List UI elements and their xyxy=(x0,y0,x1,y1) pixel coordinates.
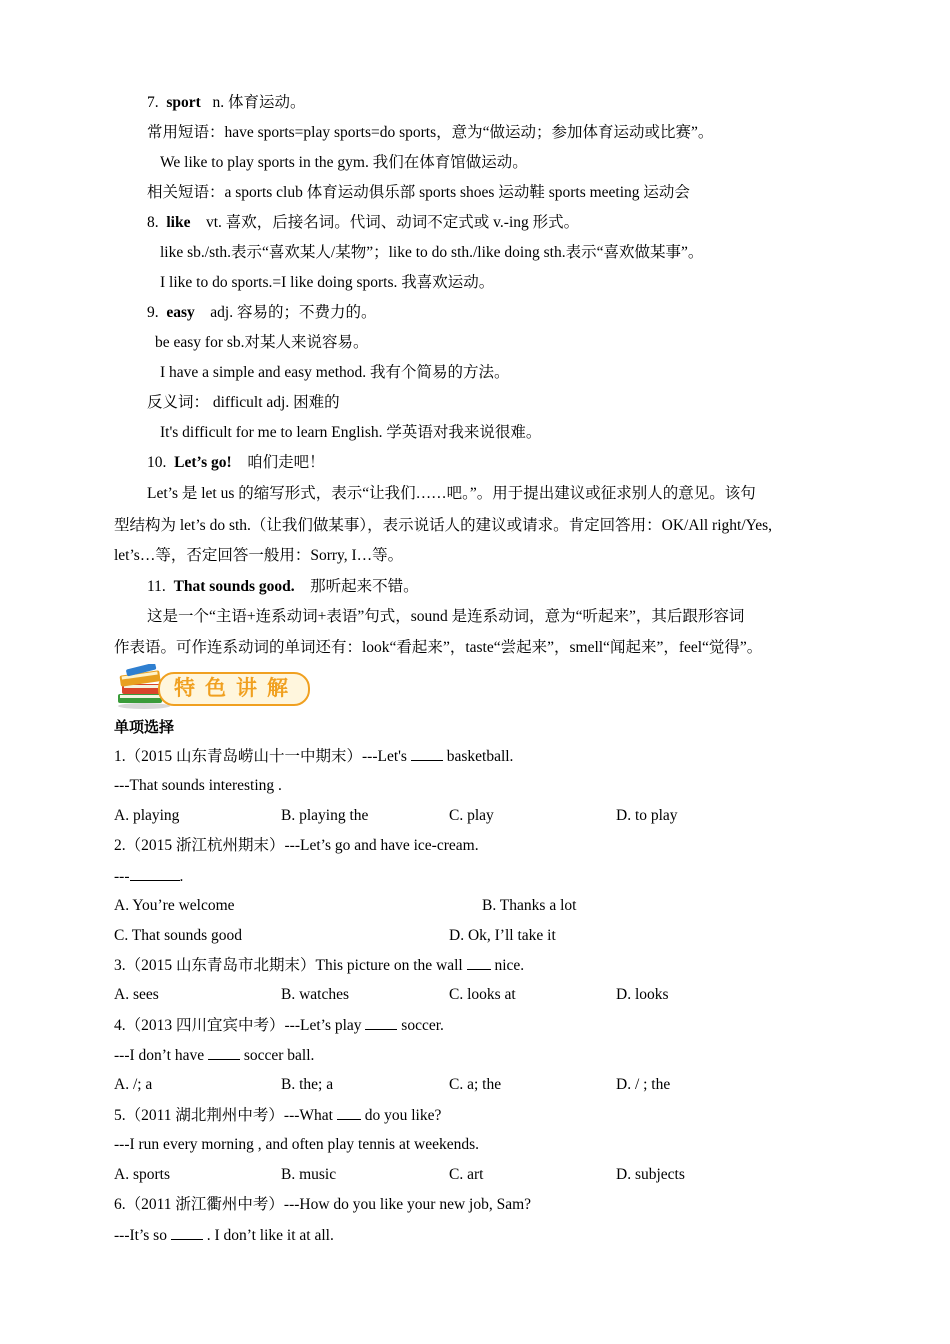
example-line: It's difficult for me to learn English. 学英语对我来说很难。 xyxy=(160,424,542,441)
question-stem: 1.（2015 山东青岛崂山十一中期末）---Let's xyxy=(114,748,407,765)
answer-blank xyxy=(130,866,180,881)
question-suffix: soccer ball. xyxy=(243,1047,315,1064)
answer-blank xyxy=(208,1045,240,1060)
option-c[interactable]: C. art xyxy=(449,1166,484,1183)
vocab-definition: n. 体育运动。 xyxy=(212,94,306,111)
answer-blank xyxy=(411,746,443,761)
question-stem: 5.（2011 湖北荆州中考）---What xyxy=(114,1107,333,1124)
question-line: ---I run every morning , and often play tennis at weekends. xyxy=(114,1136,479,1153)
vocab-item-8 xyxy=(147,213,579,233)
option-c[interactable]: C. a; the xyxy=(449,1076,502,1093)
item-number: 11. xyxy=(147,578,166,595)
question-stem-end: soccer. xyxy=(401,1017,444,1034)
option-b[interactable]: B. playing the xyxy=(281,807,369,824)
option-d[interactable]: D. / ; the xyxy=(616,1076,671,1093)
item-number: 10. xyxy=(147,454,167,471)
paragraph-line: 这是一个“主语+连系动词+表语”句式，sound 是连系动词，意为“听起来”，其后跟形容词 xyxy=(147,608,745,625)
option-c[interactable]: C. That sounds good xyxy=(114,927,243,944)
option-a[interactable]: A. playing xyxy=(114,807,180,824)
vocab-definition: 那听起来不错。 xyxy=(310,578,419,595)
vocab-definition: vt. 喜欢，后接名词。代词、动词不定式或 v.-ing 形式。 xyxy=(206,214,580,231)
vocab-definition: adj. 容易的；不费力的。 xyxy=(210,304,377,321)
question-stem: 3.（2015 山东青岛市北期末）This picture on the wall xyxy=(114,957,463,974)
question-line xyxy=(114,1225,334,1246)
option-b[interactable]: B. watches xyxy=(281,986,350,1003)
option-b[interactable]: B. music xyxy=(281,1166,337,1183)
vocab-word: That sounds good. xyxy=(173,578,295,595)
option-a[interactable]: A. sees xyxy=(114,986,159,1003)
question-2: 2.（2015 浙江杭州期末）---Let’s go and have ice-cream. xyxy=(114,837,479,854)
example-line: I like to do sports.=I like doing sports. 我喜欢运动。 xyxy=(160,274,495,291)
item-number: 7. xyxy=(147,94,159,111)
option-d[interactable]: D. looks xyxy=(616,986,669,1003)
option-a[interactable]: A. /; a xyxy=(114,1076,153,1093)
option-b[interactable]: B. Thanks a lot xyxy=(482,897,577,914)
option-d[interactable]: D. subjects xyxy=(616,1166,685,1183)
question-prefix: --- xyxy=(114,868,130,885)
vocab-item-10 xyxy=(147,453,325,473)
question-stem: 4.（2013 四川宜宾中考）---Let’s play xyxy=(114,1017,362,1034)
question-line: ---That sounds interesting . xyxy=(114,777,282,794)
question-1 xyxy=(114,746,513,767)
answer-blank xyxy=(337,1105,361,1120)
question-line xyxy=(114,866,183,887)
related-phrase-line: 相关短语：a sports club 体育运动俱乐部 sports shoes 运动鞋 sports meeting 运动会 xyxy=(147,184,690,201)
example-line: We like to play sports in the gym. 我们在体育馆做运动。 xyxy=(160,154,528,171)
vocab-item-9 xyxy=(147,303,376,323)
question-stem-end: nice. xyxy=(494,957,525,974)
question-line xyxy=(114,1045,314,1066)
option-c[interactable]: C. play xyxy=(449,807,494,824)
question-suffix: . xyxy=(179,868,184,885)
option-b[interactable]: B. the; a xyxy=(281,1076,334,1093)
paragraph-line: 作表语。可作连系动词的单词还有：look“看起来”，taste“尝起来”，smell“闻起来”，feel“觉得”。 xyxy=(114,639,763,656)
question-suffix: . I don’t like it at all. xyxy=(206,1227,334,1244)
question-stem-end: basketball. xyxy=(446,748,514,765)
vocab-definition: 咱们走吧！ xyxy=(247,454,325,471)
vocab-word: Let’s go! xyxy=(174,454,232,471)
banner-title: 特色讲解 xyxy=(174,676,298,700)
vocab-word: sport xyxy=(166,94,201,111)
answer-blank xyxy=(365,1015,397,1030)
paragraph-line: Let’s 是 let us 的缩写形式，表示“让我们……吧。”。用于提出建议或征求别人的意见。该句 xyxy=(147,485,756,502)
question-6: 6.（2011 浙江衢州中考）---How do you like your new job, Sam? xyxy=(114,1196,532,1213)
antonym-line: 反义词： difficult adj. 困难的 xyxy=(147,394,340,411)
usage-line: be easy for sb.对某人来说容易。 xyxy=(155,334,369,351)
item-number: 9. xyxy=(147,304,159,321)
feature-banner xyxy=(114,664,314,710)
option-d[interactable]: D. Ok, I’ll take it xyxy=(449,927,556,944)
item-number: 8. xyxy=(147,214,159,231)
vocab-item-11 xyxy=(147,577,419,597)
paragraph-line: 型结构为 let’s do sth.（让我们做某事），表示说话人的建议或请求。肯定回答用：OK/All right/Yes, xyxy=(114,517,773,534)
question-prefix: ---It’s so xyxy=(114,1227,167,1244)
question-stem-end: do you like? xyxy=(364,1107,442,1124)
usage-line: like sb./sth.表示“喜欢某人/某物”；like to do sth./like doing sth.表示“喜欢做某事”。 xyxy=(160,244,704,261)
vocab-word: easy xyxy=(166,304,195,321)
example-line: I have a simple and easy method. 我有个简易的方法。 xyxy=(160,364,510,381)
paragraph-line: let’s…等，否定回答一般用：Sorry, I…等。 xyxy=(114,547,404,564)
vocab-word: like xyxy=(166,214,191,231)
vocab-item-7 xyxy=(147,93,305,113)
question-4 xyxy=(114,1015,444,1036)
phrase-line: 常用短语：have sports=play sports=do sports，意为“做运动；参加体育运动或比赛”。 xyxy=(147,124,714,141)
question-3 xyxy=(114,955,524,976)
question-prefix: ---I don’t have xyxy=(114,1047,205,1064)
question-5 xyxy=(114,1105,441,1126)
option-d[interactable]: D. to play xyxy=(616,807,678,824)
option-a[interactable]: A. sports xyxy=(114,1166,170,1183)
option-a[interactable]: A. You’re welcome xyxy=(114,897,235,914)
option-c[interactable]: C. looks at xyxy=(449,986,516,1003)
section-title: 单项选择 xyxy=(114,718,175,736)
answer-blank xyxy=(171,1225,203,1240)
answer-blank xyxy=(467,955,491,970)
